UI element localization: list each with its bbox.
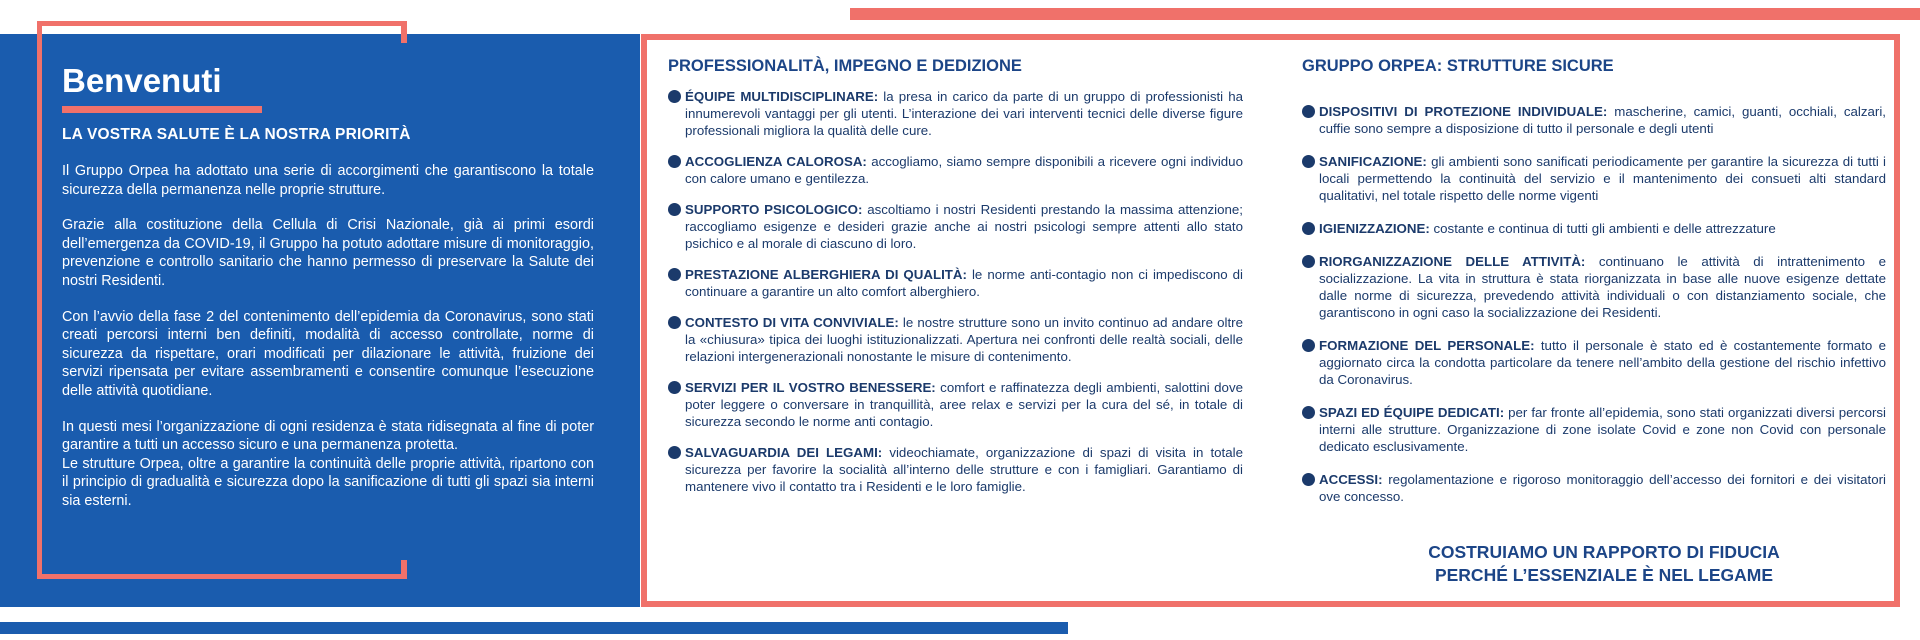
list-item: [1302, 153, 1886, 204]
list-item: [668, 444, 1243, 495]
item-text: mascherine, camici, guanti, occhiali, calzari, cuffie sono sempre a disposizione di tutto il personale e degli utenti: [1319, 104, 1886, 136]
bullet-icon: [668, 90, 681, 103]
list-item: [1302, 253, 1886, 321]
item-label: RIORGANIZZAZIONE DELLE ATTIVITÀ:: [1319, 254, 1586, 269]
professionalism-column: [668, 57, 1243, 509]
welcome-title: Benvenuti: [62, 62, 222, 99]
phase-two-paragraph: Con l’avvio della fase 2 del contenimento dell’epidemia da Coronavirus, sono stati creati percorsi interni ben definiti, modalità di accesso controllate, norme di sicurezza da rispettare, orari modificati per dilazionare le attività, fruizione dei servizi ripensata per evitare assembramenti e consentire comunque l’esecuzione delle attività quotidiane.: [62, 308, 594, 399]
item-label: DISPOSITIVI DI PROTEZIONE INDIVIDUALE:: [1319, 104, 1608, 119]
item-text: gli ambienti sono sanificati periodicamente per garantire la sicurezza di tutti i locali permettendo la continuità del servizio e il mantenimento dei consueti alti standard qualitativi, nel totale rispetto delle norme vigenti: [1319, 154, 1886, 203]
item-label: SERVIZI PER IL VOSTRO BENESSERE:: [685, 380, 936, 395]
item-text: costante e continua di tutti gli ambienti e delle attrezzature: [1429, 221, 1776, 236]
bullet-icon: [1302, 105, 1315, 118]
bullet-icon: [668, 155, 681, 168]
bullet-icon: [1302, 406, 1315, 419]
item-text: regolamentazione e rigoroso monitoraggio dell’accesso dei fornitori e dei visitatori ove concesso.: [1319, 472, 1886, 504]
item-text: continuano le attività di intrattenimento e socializzazione. La vita in struttura è stata riorganizzata in base alle nuove esigenze dettate dalle norme di sicurezza, prevedendo attività individuali o con distanziamento sociale, che garantiscono in ogni caso la socializzazione dei Residenti.: [1319, 254, 1886, 320]
item-label: ÉQUIPE MULTIDISCIPLINARE:: [685, 89, 879, 104]
top-coral-stripe: [850, 8, 1920, 20]
item-label: ACCOGLIENZA CALOROSA:: [685, 154, 867, 169]
list-item: [668, 153, 1243, 187]
safe-structures-title: GRUPPO ORPEA: STRUTTURE SICURE: [1302, 57, 1614, 75]
crisis-cell-paragraph: Grazie alla costituzione della Cellula di Crisi Nazionale, già ai primi esordi dell’emergenza da COVID-19, il Gruppo ha potuto adottare misure di monitoraggio, prevenzione e controllo sanitario che hanno permesso di preservare la Salute dei nostri Residenti.: [62, 217, 594, 289]
welcome-section: [62, 62, 594, 528]
item-text: ascoltiamo i nostri Residenti prestando la massima attenzione; raccogliamo esigenze e desideri grazie anche ai nostri psicologi sempre attenti allo stato psichico e al morale di ciascuno di loro.: [685, 202, 1243, 251]
list-item: [1302, 337, 1886, 388]
item-text: per far fronte all’epidemia, sono stati organizzati diversi percorsi interni alle strutture. Organizzazione di zone isolate Covid e zone non Covid con personale dedicato esclusivamente.: [1319, 405, 1887, 454]
continuity-paragraph: Le strutture Orpea, oltre a garantire la continuità delle proprie attività, ripartono con il principio di gradualità e sicurezza dopo la sanificazione di tutti gli spazi sia interni sia esterni.: [62, 455, 594, 509]
list-item: [1302, 103, 1886, 137]
bullet-icon: [668, 268, 681, 281]
slogan-line-2: PERCHÉ L’ESSENZIALE È NEL LEGAME: [1434, 565, 1774, 585]
list-item: [668, 88, 1243, 139]
left-frame-bottom-tick: [401, 560, 407, 579]
safe-structures-column: [1302, 57, 1886, 521]
left-frame-top-tick: [401, 21, 407, 43]
item-label: SUPPORTO PSICOLOGICO:: [685, 202, 863, 217]
intro-paragraph: Il Gruppo Orpea ha adottato una serie di accorgimenti che garantiscono la totale sicurezza della permanenza nelle proprie strutture.: [62, 163, 594, 198]
item-label: PRESTAZIONE ALBERGHIERA DI QUALITÀ:: [685, 267, 967, 282]
item-text: le nostre strutture sono un invito continuo ad andare oltre la «chiusura» tipica dei luoghi istituzionalizzati. Apertura nei confronti delle realtà sociali, delle relazioni intergenerazionali nonostante le misure di contenimento.: [685, 315, 1243, 364]
list-item: [668, 266, 1243, 300]
list-item: [1302, 404, 1886, 455]
bullet-icon: [1302, 473, 1315, 486]
list-item: [1302, 471, 1886, 505]
item-label: IGIENIZZAZIONE:: [1319, 221, 1430, 236]
list-item: [668, 201, 1243, 252]
item-text: tutto il personale è stato ed è costantemente formato e aggiornato circa la condotta particolare da tenere nell’ambito della gestione del rischio infettivo da Coronavirus.: [1319, 338, 1886, 387]
list-item: [668, 379, 1243, 430]
welcome-subtitle: LA VOSTRA SALUTE È LA NOSTRA PRIORITÀ: [62, 126, 411, 143]
organization-paragraph: In questi mesi l’organizzazione di ogni residenza è stata ridisegnata al fine di poter garantire a tutti un accesso sicuro e una permanenza protetta.: [62, 418, 594, 454]
item-label: SANIFICAZIONE:: [1319, 154, 1427, 169]
item-text: videochiamate, organizzazione di spazi di visita in totale sicurezza per favorire la socialità all’interno delle strutture e con i famigliari. Garantiamo di mantenere vivo il contatto tra i Residenti e le loro famiglie.: [685, 445, 1243, 494]
item-text: le norme anti-contagio non ci impediscono di continuare a garantire un alto comfort alberghiero.: [685, 267, 1243, 299]
item-label: SALVAGUARDIA DEI LEGAMI:: [685, 445, 883, 460]
item-label: FORMAZIONE DEL PERSONALE:: [1319, 338, 1535, 353]
bullet-icon: [668, 381, 681, 394]
item-text: accogliamo, siamo sempre disponibili a ricevere ogni individuo con calore umano e gentilezza.: [685, 154, 1243, 186]
item-text: la presa in carico da parte di un gruppo di professionisti ha innumerevoli vantaggi per gli utenti. L’interazione dei vari interventi tecnici delle diverse figure professionali migliora la qualità delle cure.: [685, 89, 1243, 138]
item-label: SPAZI ED ÉQUIPE DEDICATI:: [1319, 405, 1505, 420]
item-label: ACCESSI:: [1319, 472, 1383, 487]
bullet-icon: [668, 203, 681, 216]
bullet-icon: [1302, 339, 1315, 352]
list-item: [668, 314, 1243, 365]
bottom-blue-stripe: [0, 622, 1068, 634]
item-text: comfort e raffinatezza degli ambienti, salottini dove poter leggere o conversare in tranquillità, aree relax e servizi per la cura del sé, in totale di sicurezza secondo le norme anti contagio.: [685, 380, 1243, 429]
bullet-icon: [1302, 222, 1315, 235]
professionalism-title: PROFESSIONALITÀ, IMPEGNO E DEDIZIONE: [668, 57, 1022, 75]
slogan: [1302, 541, 1906, 587]
bullet-icon: [1302, 255, 1315, 268]
bullet-icon: [668, 316, 681, 329]
slogan-line-1: COSTRUIAMO UN RAPPORTO DI FIDUCIA: [1428, 542, 1780, 562]
title-underline: [62, 106, 262, 113]
bullet-icon: [668, 446, 681, 459]
list-item: [1302, 220, 1886, 237]
bullet-icon: [1302, 155, 1315, 168]
item-label: CONTESTO DI VITA CONVIVIALE:: [685, 315, 899, 330]
